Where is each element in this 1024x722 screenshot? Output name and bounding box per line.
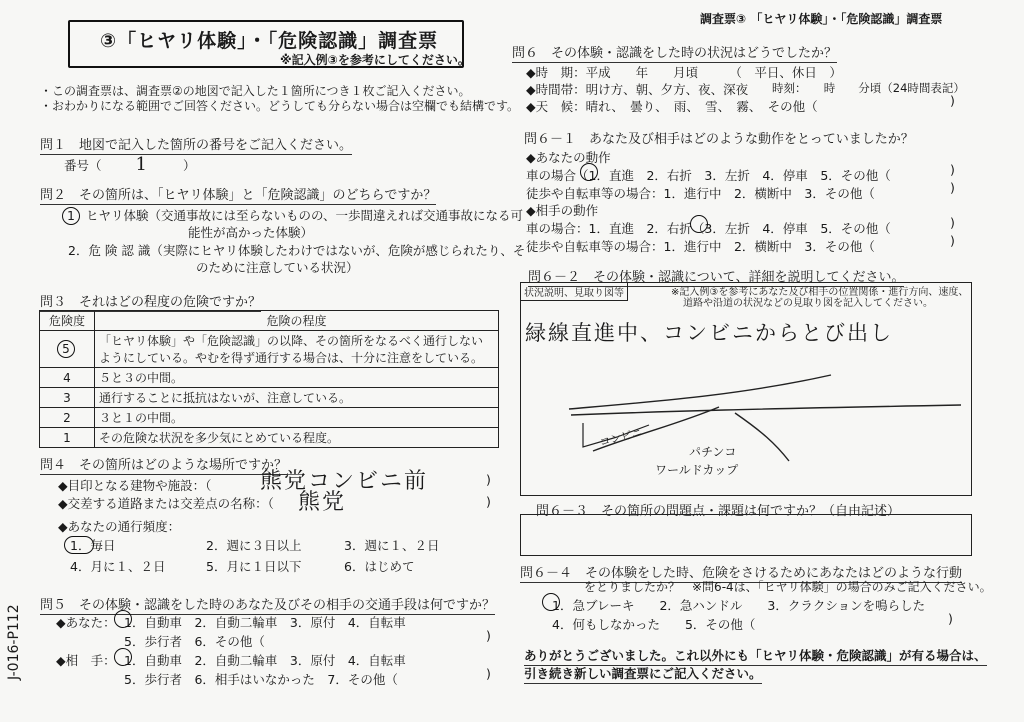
sketch-label-worldcup: ワールドカップ xyxy=(655,463,739,477)
q5-other-close: ) xyxy=(486,666,491,681)
q6-1-other-selected-circle xyxy=(690,215,708,233)
risk-desc: ３と１の中間。 xyxy=(95,408,499,428)
q6-4-selected-circle xyxy=(542,593,560,611)
risk-level: 3 xyxy=(40,388,95,408)
q2-option-2[interactable]: 2．危 険 認 識（実際にヒヤリ体験したわけではないが、危険が感じられたり、そ xyxy=(68,243,526,258)
q4-freq-option-3[interactable]: 3．週に１、２日 xyxy=(344,538,440,553)
q6-1-you-car-close: ) xyxy=(950,162,955,177)
q4-landmark-answer[interactable]: 熊党コンビニ前 xyxy=(260,469,429,494)
q1-label: 番号（ xyxy=(64,158,102,173)
q6-4-options-text: 1．急ブレーキ 2．急ハンドル 3．クラクションを鳴らした xyxy=(552,598,926,613)
q6-band-field[interactable]: ◆時間帯：明け方、朝、夕方、夜、深夜 xyxy=(526,82,749,97)
q6-1-other-walk[interactable]: 徒歩や自転車等の場合：1．進行中 2．横断中 3．その他（ xyxy=(526,239,875,254)
q1-answer: 1 xyxy=(135,154,149,175)
risk-level: 4 xyxy=(40,368,95,388)
risk-desc-cont: ようにしている。やむを得ず通行する場合は、十分に注意をしている。 xyxy=(99,351,484,365)
q6-1-other-car-close: ) xyxy=(950,215,955,230)
q6-weather-close: ) xyxy=(950,93,955,108)
risk-desc: 通行することに抵抗はないが、注意している。 xyxy=(95,388,499,408)
q6-3-answer-box[interactable] xyxy=(520,514,972,556)
sketch-handwriting: 緑線直進中、コンビニからとび出し xyxy=(525,321,893,345)
risk-level: 2 xyxy=(40,408,95,428)
q6-1-you-selected-circle xyxy=(580,163,598,181)
q4-heading: 問４ その箇所はどのような場所ですか？ xyxy=(40,454,287,475)
q6-1-other-car[interactable]: 車の場合：1．直進 2．右折（3．左折 4．停車 5．その他（ xyxy=(526,221,891,236)
sketch-box[interactable] xyxy=(520,282,972,496)
q2-heading: 問２ その箇所は、「ヒヤリ体験」と「危険認識」のどちらですか？ xyxy=(40,184,436,205)
q6-2-heading: 問６－２ その体験・認識について、詳細を説明してください。 xyxy=(528,266,904,287)
intro-line-1: ・この調査票は、調査票②の地図で記入した１箇所につき１枚ご記入ください。 xyxy=(40,84,471,98)
q1-field[interactable] xyxy=(64,154,195,175)
q6-clock-field[interactable]: 時刻： 時 分頃（24時間表記） xyxy=(772,81,965,95)
q4-landmark-label: ◆目印となる建物や施設：（ xyxy=(58,478,212,493)
q6-weather-field[interactable]: ◆天 候：晴れ、 曇り、 雨、 雪、 霧、 その他（ xyxy=(526,99,818,114)
page-title: ③「ヒヤリ体験」・「危険認識」調査票 xyxy=(100,30,439,52)
risk-desc: ５と３の中間。 xyxy=(95,368,499,388)
q4-freq-option-1-text: 1．毎日 xyxy=(70,538,116,553)
q5-you-label: ◆あなた： xyxy=(56,615,116,630)
q4-road-answer[interactable]: 熊党 xyxy=(298,490,347,515)
risk-table-header xyxy=(40,311,499,331)
risk-selected-circle: 5 xyxy=(57,340,75,358)
q6-4-options[interactable] xyxy=(552,596,925,614)
q6-4-close: ) xyxy=(948,611,953,626)
q6-1-other-walk-close: ) xyxy=(950,233,955,248)
q5-other-label: ◆相 手： xyxy=(56,653,116,668)
risk-desc: 「ヒヤリ体験」や「危険認識」の以降、その箇所をなるべく通行しない xyxy=(99,334,484,348)
q6-1-you-walk[interactable]: 徒歩や自転車等の場合：1．進行中 2．横断中 3．その他（ xyxy=(526,186,875,201)
risk-col-desc: 危険の程度 xyxy=(95,311,499,331)
risk-level: 1 xyxy=(40,428,95,448)
q4-freq-option-5[interactable]: 5．月に１日以下 xyxy=(206,559,302,574)
sketch-label-pachinko: パチンコ xyxy=(689,445,737,459)
q6-4-options-cont[interactable]: 4．何もしなかった 5．その他（ xyxy=(552,617,756,632)
q6-4-heading: 問６－４ その体験をした時、危険をさけるためにあなたはどのような行動 xyxy=(520,562,962,583)
q4-freq-option-2[interactable]: 2．週に３日以上 xyxy=(206,538,302,553)
q5-you-options[interactable] xyxy=(124,613,406,631)
table-row[interactable] xyxy=(40,388,499,408)
q1-heading: 問１ 地図で記入した箇所の番号をご記入ください。 xyxy=(40,134,352,155)
q5-other-selected-circle xyxy=(114,648,132,666)
q4-road-label: ◆交差する道路または交差点の名称：（ xyxy=(58,496,274,511)
table-row[interactable] xyxy=(40,331,499,368)
q5-you-selected-circle xyxy=(114,610,132,628)
q6-time-field[interactable]: ◆時 期：平成 年 月頃 （ 平日、休日 ） xyxy=(526,65,842,80)
q5-other-options-text: 1．自動車 2．自動二輪車 3．原付 4．自転車 xyxy=(124,653,406,668)
q4-freq-option-6[interactable]: 6．はじめて xyxy=(344,559,415,574)
q4-freq-option-4[interactable]: 4．月に１、２日 xyxy=(70,559,166,574)
sketch-box-label: 状況説明、見取り図等 xyxy=(521,283,628,301)
q6-1-other-head: ◆相手の動作 xyxy=(526,203,599,218)
q2-option-2-text-cont: のために注意している状況） xyxy=(196,260,359,275)
q6-heading: 問６ その体験・認識をした時の状況はどうでしたか？ xyxy=(512,42,837,63)
q2-option-1-text: ヒヤリ体験（交通事故には至らないものの、一歩間違えれば交通事故になる可 xyxy=(85,208,523,223)
q4-frequency-label: ◆あなたの通行頻度： xyxy=(58,519,181,534)
road-sketch xyxy=(521,283,971,495)
sketch-note-2: 道路や沿道の状況などの見取り図を記入してください。 xyxy=(683,298,933,309)
q5-you-options-text: 1．自動車 2．自動二輪車 3．原付 4．自転車 xyxy=(124,615,406,630)
q1-close: ） xyxy=(182,158,196,173)
q4-road-close: ) xyxy=(486,494,491,509)
sketch-label-convenience: コンビニ xyxy=(598,425,645,450)
table-row[interactable] xyxy=(40,408,499,428)
footer-line-2: 引き続き新しい調査票にご記入ください。 xyxy=(524,664,762,684)
page-subtitle: ※記入例③を参考にしてください。 xyxy=(280,53,470,67)
intro-line-2: ・おわかりになる範囲でご回答ください。どうしても分らない場合は空欄でも結構です。 xyxy=(40,99,520,113)
q6-3-heading: 問６－３ その箇所の問題点・課題は何ですか？（自由記述） xyxy=(536,504,901,519)
q2-selected-circle: 1 xyxy=(62,207,80,225)
table-row[interactable] xyxy=(40,368,499,388)
q3-heading: 問３ それはどの程度の危険ですか？ xyxy=(40,291,261,312)
q5-other-options-cont[interactable]: 5．歩行者 6．相手はいなかった 7．その他（ xyxy=(124,672,398,687)
q6-1-you-walk-close: ) xyxy=(950,180,955,195)
risk-table xyxy=(39,310,499,448)
table-row[interactable] xyxy=(40,428,499,448)
footer-line-1: ありがとうございました。これ以外にも「ヒヤリ体験・危険認識」が有る場合は、 xyxy=(524,646,987,666)
q5-you-options-cont[interactable]: 5．歩行者 6．その他（ xyxy=(124,634,265,649)
sketch-note-1: ※記入例③を参考にあなた及び相手の位置関係・進行方向、速度、 xyxy=(671,287,969,298)
q2-option-1-text-cont: 能性が高かった体験） xyxy=(188,225,314,240)
q5-heading: 問５ その体験・認識をした時のあなた及びその相手の交通手段は何ですか？ xyxy=(40,594,495,615)
q6-1-heading: 問６－１ あなた及び相手はどのような動作をとっていましたか？ xyxy=(524,132,914,147)
q6-1-you-head: ◆あなたの動作 xyxy=(526,150,611,165)
document-id-stamp: J-016-P112 xyxy=(6,604,22,680)
risk-col-level: 危険度 xyxy=(40,311,95,331)
form-label: 調査票③ 「ヒヤリ体験」・「危険認識」調査票 xyxy=(700,12,943,26)
q4-landmark-close: ) xyxy=(486,472,491,487)
title-box xyxy=(68,20,470,68)
risk-desc: その危険な状況を多少気にとめている程度。 xyxy=(95,428,499,448)
q6-4-heading-cont: をとりましたか？ ※問6-4は、「ヒヤリ体験」の場合のみご記入ください。 xyxy=(584,580,992,594)
q5-you-close: ) xyxy=(486,628,491,643)
q5-other-options[interactable] xyxy=(124,651,406,669)
q6-1-you-car[interactable]: 車の場合（1．直進 2．右折 3．左折 4．停車 5．その他（ xyxy=(526,168,891,183)
